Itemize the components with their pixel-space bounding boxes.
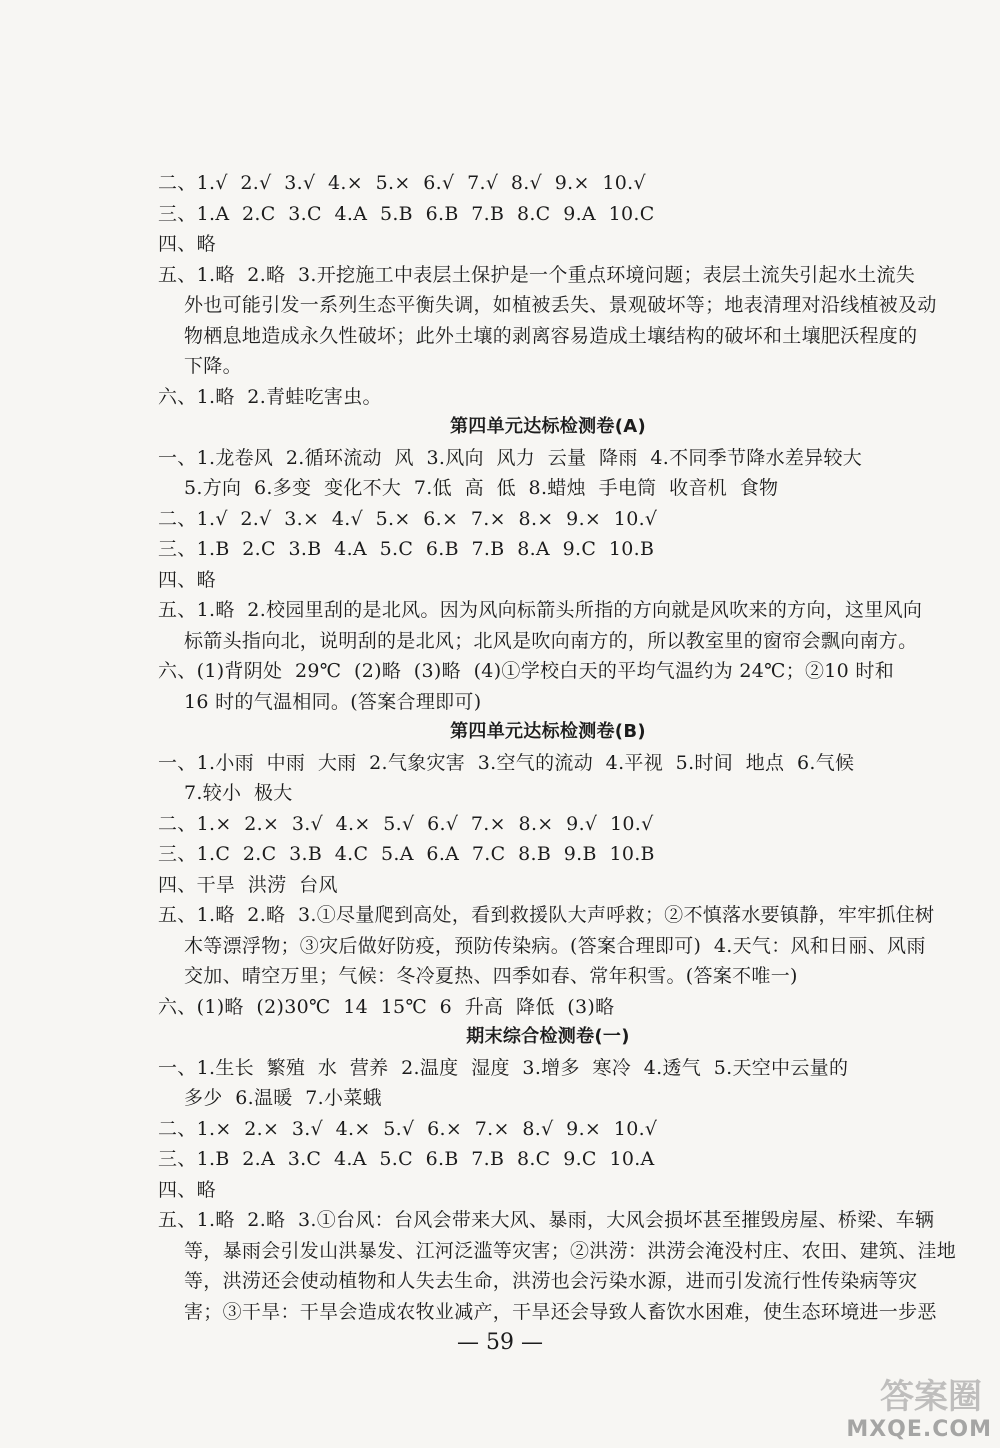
- answer-line: 三、1.C 2.C 3.B 4.C 5.A 6.A 7.C 8.B 9.B 10.B: [158, 843, 655, 865]
- answer-line: 五、1.略 2.校园里刮的是北风。因为风向标箭头所指的方向就是风吹来的方向，这里风向: [158, 599, 923, 621]
- answer-line: 等，暴雨会引发山洪暴发、江河泛滥等灾害；②洪涝：洪涝会淹没村庄、农田、建筑、洼地: [184, 1239, 957, 1262]
- watermark: [842, 1372, 992, 1442]
- answer-line: 标箭头指向北，说明刮的是北风；北风是吹向南方的，所以教室里的窗帘会飘向南方。: [184, 629, 918, 652]
- answer-line: 六、(1)略 (2)30℃ 14 15℃ 6 升高 降低 (3)略: [158, 995, 615, 1018]
- answer-line: 一、1.龙卷风 2.循环流动 风 3.风向 风力 云量 降雨 4.不同季节降水差异较大: [158, 446, 863, 469]
- answer-line: 二、1.√ 2.√ 3.× 4.√ 5.× 6.× 7.× 8.× 9.× 10.√: [158, 507, 658, 530]
- answer-line: 一、1.生长 繁殖 水 营养 2.温度 湿度 3.增多 寒冷 4.透气 5.天空中云量的: [158, 1056, 849, 1079]
- answer-line: 五、1.略 2.略 3.开挖施工中表层土保护是一个重点环境问题；表层土流失引起水土流失: [158, 263, 916, 286]
- answer-line: 三、1.B 2.A 3.C 4.A 5.C 6.B 7.B 8.C 9.C 10.A: [158, 1148, 655, 1170]
- answer-line: 等，洪涝还会使动植物和人失去生命，洪涝也会污染水源，进而引发流行性传染病等灾: [184, 1270, 918, 1292]
- answer-line: 二、1.× 2.× 3.√ 4.× 5.√ 6.× 7.× 8.√ 9.× 10.√: [158, 1117, 658, 1140]
- answer-line: 五、1.略 2.略 3.①尽量爬到高处，看到救援队大声呼救；②不慎落水要镇静，牢牢抓住树: [158, 904, 935, 926]
- answer-line: 四、略: [158, 1178, 216, 1201]
- answer-line: 三、1.A 2.C 3.C 4.A 5.B 6.B 7.B 8.C 9.A 10.C: [158, 202, 655, 225]
- answer-line: 一、1.小雨 中雨 大雨 2.气象灾害 3.空气的流动 4.平视 5.时间 地点 6.气候: [158, 751, 855, 774]
- answer-line: 六、1.略 2.青蛙吃害虫。: [158, 385, 382, 408]
- answer-line: 多少 6.温暖 7.小菜蛾: [184, 1087, 382, 1109]
- answer-text-block: [158, 168, 957, 1327]
- section-heading: 期末综合检测卷(一): [466, 1026, 630, 1047]
- answer-line: 交加、晴空万里；气候：冬冷夏热、四季如春、常年积雪。(答案不唯一): [184, 965, 798, 987]
- watermark-logo: 答案圈: [880, 1377, 982, 1417]
- answer-line: 7.较小 极大: [184, 782, 293, 804]
- answer-line: 四、略: [158, 568, 216, 591]
- watermark-site: MXQE.COM: [846, 1417, 992, 1442]
- answer-line: 5.方向 6.多变 变化不大 7.低 高 低 8.蜡烛 手电筒 收音机 食物: [184, 477, 779, 499]
- answer-line: 四、略: [158, 233, 216, 255]
- answer-line: 外也可能引发一系列生态平衡失调，如植被丢失、景观破坏等；地表清理对沿线植被及动: [184, 294, 937, 316]
- answer-line: 六、(1)背阴处 29℃ (2)略 (3)略 (4)①学校白天的平均气温约为 24℃；②10 时和: [158, 660, 894, 682]
- answer-line: 木等漂浮物；③灾后做好防疫，预防传染病。(答案合理即可) 4.天气：风和日丽、风雨: [184, 934, 926, 957]
- answer-line: 三、1.B 2.C 3.B 4.A 5.C 6.B 7.B 8.A 9.C 10.B: [158, 538, 655, 560]
- answer-line: 物栖息地造成永久性破坏；此外土壤的剥离容易造成土壤结构的破坏和土壤肥沃程度的: [184, 324, 918, 347]
- section-heading: 第四单元达标检测卷(B): [450, 721, 646, 742]
- answer-line: 五、1.略 2.略 3.①台风：台风会带来大风、暴雨，大风会损坏甚至摧毁房屋、桥梁、车辆: [158, 1209, 935, 1231]
- answer-line: 二、1.√ 2.√ 3.√ 4.× 5.× 6.√ 7.√ 8.√ 9.× 10.√: [158, 172, 646, 194]
- answer-line: 二、1.× 2.× 3.√ 4.× 5.√ 6.√ 7.× 8.× 9.√ 10.√: [158, 812, 654, 835]
- answer-line: 16 时的气温相同。(答案合理即可): [184, 690, 482, 713]
- answer-line: 害；③干旱：干旱会造成农牧业减产，干旱还会导致人畜饮水困难，使生态环境进一步恶: [184, 1300, 937, 1323]
- answer-line: 下降。: [184, 355, 242, 377]
- answer-line: 四、干旱 洪涝 台风: [158, 873, 338, 896]
- section-heading: 第四单元达标检测卷(A): [450, 416, 646, 437]
- page-number: — 59 —: [457, 1330, 543, 1355]
